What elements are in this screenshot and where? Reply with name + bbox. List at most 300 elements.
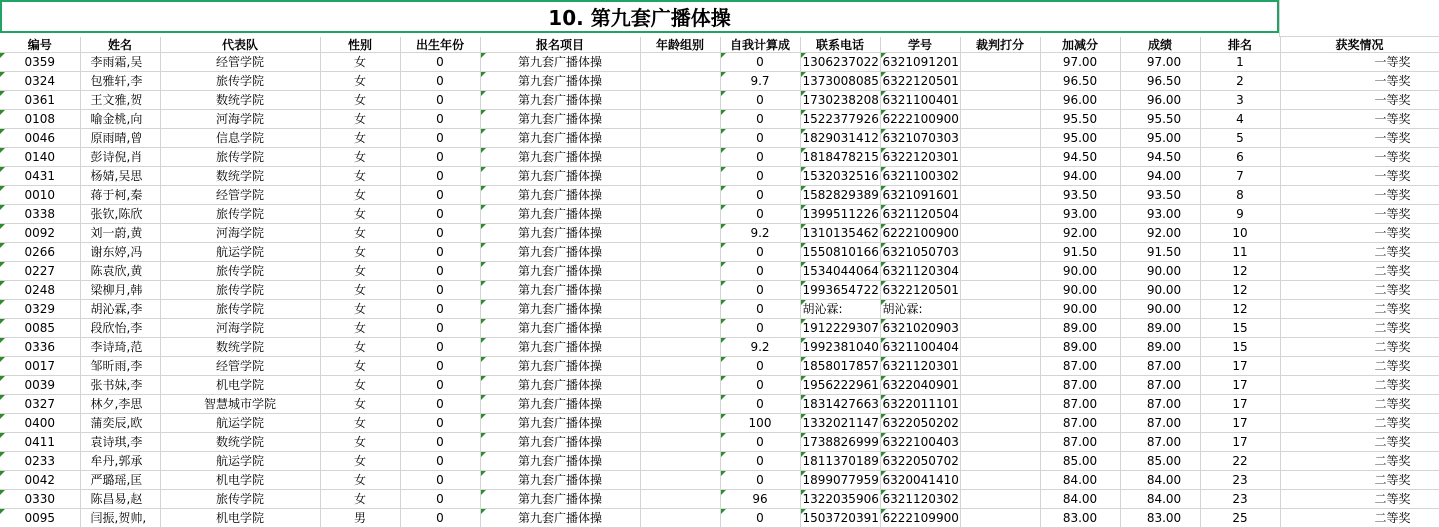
empty-cell[interactable] — [1279, 0, 1439, 37]
cell-rank[interactable]: 17 — [1200, 414, 1280, 433]
cell-event[interactable]: 第九套广播体操 — [480, 72, 640, 91]
cell-score[interactable]: 90.00 — [1120, 262, 1200, 281]
cell-gender[interactable]: 女 — [320, 452, 400, 471]
cell-score[interactable]: 96.00 — [1120, 91, 1200, 110]
cell-gender[interactable]: 女 — [320, 205, 400, 224]
cell-rank[interactable]: 12 — [1200, 262, 1280, 281]
cell-name[interactable]: 闫振,贺帅, — [80, 509, 160, 528]
cell-gender[interactable]: 女 — [320, 300, 400, 319]
cell-birth-year[interactable]: 0 — [400, 148, 480, 167]
cell-score[interactable]: 87.00 — [1120, 376, 1200, 395]
cell-phone[interactable]: 1993654722 — [800, 281, 880, 300]
cell-score[interactable]: 91.50 — [1120, 243, 1200, 262]
cell-phone[interactable]: 1373008085 — [800, 72, 880, 91]
cell-judge-score[interactable] — [960, 262, 1040, 281]
cell-rank[interactable]: 8 — [1200, 186, 1280, 205]
cell-team[interactable]: 旅传学院 — [160, 262, 320, 281]
cell-judge-score[interactable] — [960, 167, 1040, 186]
cell-birth-year[interactable]: 0 — [400, 414, 480, 433]
cell-award[interactable]: 一等奖 — [1280, 167, 1439, 186]
cell-award[interactable]: 二等奖 — [1280, 281, 1439, 300]
cell-award[interactable]: 二等奖 — [1280, 395, 1439, 414]
cell-birth-year[interactable]: 0 — [400, 376, 480, 395]
cell-rank[interactable]: 17 — [1200, 433, 1280, 452]
cell-event[interactable]: 第九套广播体操 — [480, 471, 640, 490]
cell-age-group[interactable] — [640, 224, 720, 243]
cell-self-score[interactable]: 0 — [720, 205, 800, 224]
cell-age-group[interactable] — [640, 167, 720, 186]
cell-student-id[interactable]: 6322120501 — [880, 72, 960, 91]
header-adjust-score[interactable]: 加减分 — [1040, 37, 1120, 53]
cell-score[interactable]: 89.00 — [1120, 338, 1200, 357]
cell-name[interactable]: 李雨霜,吴 — [80, 53, 160, 72]
cell-id[interactable]: 0266 — [0, 243, 80, 262]
cell-event[interactable]: 第九套广播体操 — [480, 91, 640, 110]
cell-team[interactable]: 旅传学院 — [160, 72, 320, 91]
cell-id[interactable]: 0233 — [0, 452, 80, 471]
cell-score[interactable]: 97.00 — [1120, 53, 1200, 72]
cell-student-id[interactable]: 6321070303 — [880, 129, 960, 148]
cell-age-group[interactable] — [640, 490, 720, 509]
cell-gender[interactable]: 女 — [320, 414, 400, 433]
cell-award[interactable]: 二等奖 — [1280, 490, 1439, 509]
cell-self-score[interactable]: 0 — [720, 357, 800, 376]
cell-event[interactable]: 第九套广播体操 — [480, 281, 640, 300]
cell-adjust-score[interactable]: 87.00 — [1040, 357, 1120, 376]
cell-age-group[interactable] — [640, 262, 720, 281]
cell-score[interactable]: 85.00 — [1120, 452, 1200, 471]
cell-id[interactable]: 0092 — [0, 224, 80, 243]
cell-student-id[interactable]: 6321091601 — [880, 186, 960, 205]
cell-age-group[interactable] — [640, 129, 720, 148]
cell-team[interactable]: 旅传学院 — [160, 490, 320, 509]
cell-student-id[interactable]: 6322050202 — [880, 414, 960, 433]
cell-birth-year[interactable]: 0 — [400, 357, 480, 376]
cell-judge-score[interactable] — [960, 376, 1040, 395]
cell-gender[interactable]: 女 — [320, 224, 400, 243]
cell-adjust-score[interactable]: 85.00 — [1040, 452, 1120, 471]
cell-event[interactable]: 第九套广播体操 — [480, 167, 640, 186]
cell-id[interactable]: 0361 — [0, 91, 80, 110]
cell-event[interactable]: 第九套广播体操 — [480, 376, 640, 395]
cell-self-score[interactable]: 9.2 — [720, 338, 800, 357]
cell-birth-year[interactable]: 0 — [400, 281, 480, 300]
cell-event[interactable]: 第九套广播体操 — [480, 414, 640, 433]
header-gender[interactable]: 性别 — [320, 37, 400, 53]
cell-adjust-score[interactable]: 94.00 — [1040, 167, 1120, 186]
cell-phone[interactable]: 1310135462 — [800, 224, 880, 243]
cell-name[interactable]: 张书妹,李 — [80, 376, 160, 395]
cell-gender[interactable]: 女 — [320, 357, 400, 376]
cell-judge-score[interactable] — [960, 148, 1040, 167]
cell-adjust-score[interactable]: 90.00 — [1040, 300, 1120, 319]
cell-id[interactable]: 0227 — [0, 262, 80, 281]
cell-award[interactable]: 二等奖 — [1280, 433, 1439, 452]
cell-gender[interactable]: 女 — [320, 490, 400, 509]
cell-id[interactable]: 0330 — [0, 490, 80, 509]
cell-phone[interactable]: 1899077959 — [800, 471, 880, 490]
cell-self-score[interactable]: 0 — [720, 281, 800, 300]
cell-name[interactable]: 袁诗琪,李 — [80, 433, 160, 452]
cell-student-id[interactable]: 6321091201 — [880, 53, 960, 72]
cell-id[interactable]: 0042 — [0, 471, 80, 490]
cell-phone[interactable]: 1829031412 — [800, 129, 880, 148]
cell-score[interactable]: 95.50 — [1120, 110, 1200, 129]
cell-judge-score[interactable] — [960, 224, 1040, 243]
cell-rank[interactable]: 9 — [1200, 205, 1280, 224]
cell-adjust-score[interactable]: 87.00 — [1040, 433, 1120, 452]
cell-event[interactable]: 第九套广播体操 — [480, 433, 640, 452]
cell-team[interactable]: 旅传学院 — [160, 300, 320, 319]
cell-rank[interactable]: 4 — [1200, 110, 1280, 129]
header-rank[interactable]: 排名 — [1200, 37, 1280, 53]
cell-id[interactable]: 0017 — [0, 357, 80, 376]
header-judge-score[interactable]: 裁判打分 — [960, 37, 1040, 53]
cell-event[interactable]: 第九套广播体操 — [480, 357, 640, 376]
cell-gender[interactable]: 女 — [320, 53, 400, 72]
cell-gender[interactable]: 女 — [320, 91, 400, 110]
cell-age-group[interactable] — [640, 148, 720, 167]
cell-award[interactable]: 二等奖 — [1280, 262, 1439, 281]
cell-self-score[interactable]: 9.7 — [720, 72, 800, 91]
cell-adjust-score[interactable]: 96.00 — [1040, 91, 1120, 110]
cell-score[interactable]: 87.00 — [1120, 414, 1200, 433]
cell-gender[interactable]: 女 — [320, 129, 400, 148]
cell-birth-year[interactable]: 0 — [400, 129, 480, 148]
cell-judge-score[interactable] — [960, 91, 1040, 110]
cell-rank[interactable]: 2 — [1200, 72, 1280, 91]
cell-id[interactable]: 0085 — [0, 319, 80, 338]
cell-score[interactable]: 94.00 — [1120, 167, 1200, 186]
cell-rank[interactable]: 5 — [1200, 129, 1280, 148]
cell-self-score[interactable]: 0 — [720, 509, 800, 528]
cell-award[interactable]: 一等奖 — [1280, 110, 1439, 129]
cell-rank[interactable]: 1 — [1200, 53, 1280, 72]
cell-student-id[interactable]: 6322100403 — [880, 433, 960, 452]
cell-age-group[interactable] — [640, 243, 720, 262]
cell-birth-year[interactable]: 0 — [400, 262, 480, 281]
cell-adjust-score[interactable]: 90.00 — [1040, 281, 1120, 300]
cell-award[interactable]: 一等奖 — [1280, 205, 1439, 224]
header-birth-year[interactable]: 出生年份 — [400, 37, 480, 53]
cell-id[interactable]: 0108 — [0, 110, 80, 129]
header-name[interactable]: 姓名 — [80, 37, 160, 53]
cell-id[interactable]: 0248 — [0, 281, 80, 300]
cell-score[interactable]: 84.00 — [1120, 490, 1200, 509]
cell-age-group[interactable] — [640, 110, 720, 129]
cell-award[interactable]: 二等奖 — [1280, 243, 1439, 262]
cell-self-score[interactable]: 0 — [720, 433, 800, 452]
cell-phone[interactable]: 胡沁霖: — [800, 300, 880, 319]
cell-phone[interactable]: 1858017857 — [800, 357, 880, 376]
cell-award[interactable]: 一等奖 — [1280, 53, 1439, 72]
cell-student-id[interactable]: 6322120501 — [880, 281, 960, 300]
cell-self-score[interactable]: 0 — [720, 319, 800, 338]
cell-gender[interactable]: 男 — [320, 509, 400, 528]
cell-student-id[interactable]: 6320041410 — [880, 471, 960, 490]
cell-gender[interactable]: 女 — [320, 376, 400, 395]
cell-gender[interactable]: 女 — [320, 243, 400, 262]
cell-rank[interactable]: 12 — [1200, 281, 1280, 300]
header-score[interactable]: 成绩 — [1120, 37, 1200, 53]
cell-judge-score[interactable] — [960, 395, 1040, 414]
cell-judge-score[interactable] — [960, 129, 1040, 148]
cell-event[interactable]: 第九套广播体操 — [480, 129, 640, 148]
sheet-title-cell[interactable] — [0, 0, 1279, 33]
cell-id[interactable]: 0400 — [0, 414, 80, 433]
cell-judge-score[interactable] — [960, 338, 1040, 357]
cell-rank[interactable]: 7 — [1200, 167, 1280, 186]
cell-adjust-score[interactable]: 97.00 — [1040, 53, 1120, 72]
cell-phone[interactable]: 1956222961 — [800, 376, 880, 395]
cell-gender[interactable]: 女 — [320, 262, 400, 281]
cell-phone[interactable]: 1831427663 — [800, 395, 880, 414]
cell-team[interactable]: 数统学院 — [160, 433, 320, 452]
cell-event[interactable]: 第九套广播体操 — [480, 509, 640, 528]
cell-name[interactable]: 刘一蔚,黄 — [80, 224, 160, 243]
cell-self-score[interactable]: 0 — [720, 262, 800, 281]
cell-phone[interactable]: 1730238208 — [800, 91, 880, 110]
cell-team[interactable]: 航运学院 — [160, 452, 320, 471]
cell-adjust-score[interactable]: 89.00 — [1040, 338, 1120, 357]
cell-student-id[interactable]: 6321120302 — [880, 490, 960, 509]
cell-age-group[interactable] — [640, 509, 720, 528]
cell-student-id[interactable]: 6321100302 — [880, 167, 960, 186]
cell-event[interactable]: 第九套广播体操 — [480, 300, 640, 319]
header-award[interactable]: 获奖情况 — [1280, 37, 1439, 53]
cell-phone[interactable]: 1399511226 — [800, 205, 880, 224]
cell-birth-year[interactable]: 0 — [400, 186, 480, 205]
cell-team[interactable]: 旅传学院 — [160, 148, 320, 167]
cell-judge-score[interactable] — [960, 186, 1040, 205]
cell-age-group[interactable] — [640, 357, 720, 376]
cell-event[interactable]: 第九套广播体操 — [480, 395, 640, 414]
cell-event[interactable]: 第九套广播体操 — [480, 148, 640, 167]
cell-award[interactable]: 二等奖 — [1280, 319, 1439, 338]
cell-student-id[interactable]: 6321120304 — [880, 262, 960, 281]
cell-age-group[interactable] — [640, 53, 720, 72]
cell-phone[interactable]: 1738826999 — [800, 433, 880, 452]
cell-student-id[interactable]: 胡沁霖: — [880, 300, 960, 319]
cell-adjust-score[interactable]: 87.00 — [1040, 414, 1120, 433]
cell-birth-year[interactable]: 0 — [400, 300, 480, 319]
cell-self-score[interactable]: 0 — [720, 471, 800, 490]
cell-id[interactable]: 0431 — [0, 167, 80, 186]
cell-birth-year[interactable]: 0 — [400, 72, 480, 91]
cell-self-score[interactable]: 0 — [720, 91, 800, 110]
cell-adjust-score[interactable]: 87.00 — [1040, 376, 1120, 395]
cell-rank[interactable]: 25 — [1200, 509, 1280, 528]
cell-id[interactable]: 0411 — [0, 433, 80, 452]
cell-name[interactable]: 张钦,陈欣 — [80, 205, 160, 224]
header-student-id[interactable]: 学号 — [880, 37, 960, 53]
cell-judge-score[interactable] — [960, 414, 1040, 433]
cell-birth-year[interactable]: 0 — [400, 395, 480, 414]
cell-age-group[interactable] — [640, 471, 720, 490]
cell-age-group[interactable] — [640, 433, 720, 452]
cell-name[interactable]: 陈袁欣,黄 — [80, 262, 160, 281]
header-team[interactable]: 代表队 — [160, 37, 320, 53]
cell-student-id[interactable]: 6222109900 — [880, 509, 960, 528]
cell-birth-year[interactable]: 0 — [400, 338, 480, 357]
cell-phone[interactable]: 1582829389 — [800, 186, 880, 205]
cell-judge-score[interactable] — [960, 72, 1040, 91]
cell-adjust-score[interactable]: 96.50 — [1040, 72, 1120, 91]
cell-name[interactable]: 牟丹,郭承 — [80, 452, 160, 471]
cell-student-id[interactable]: 6321120301 — [880, 357, 960, 376]
cell-score[interactable]: 89.00 — [1120, 319, 1200, 338]
cell-score[interactable]: 83.00 — [1120, 509, 1200, 528]
cell-student-id[interactable]: 6322040901 — [880, 376, 960, 395]
cell-phone[interactable]: 1818478215 — [800, 148, 880, 167]
cell-name[interactable]: 谢东婷,冯 — [80, 243, 160, 262]
cell-judge-score[interactable] — [960, 452, 1040, 471]
cell-rank[interactable]: 23 — [1200, 490, 1280, 509]
cell-score[interactable]: 92.00 — [1120, 224, 1200, 243]
cell-award[interactable]: 二等奖 — [1280, 471, 1439, 490]
cell-self-score[interactable]: 0 — [720, 186, 800, 205]
cell-age-group[interactable] — [640, 414, 720, 433]
cell-student-id[interactable]: 6322011101 — [880, 395, 960, 414]
cell-adjust-score[interactable]: 94.50 — [1040, 148, 1120, 167]
cell-award[interactable]: 一等奖 — [1280, 148, 1439, 167]
cell-score[interactable]: 87.00 — [1120, 357, 1200, 376]
cell-rank[interactable]: 3 — [1200, 91, 1280, 110]
cell-phone[interactable]: 1332021147 — [800, 414, 880, 433]
cell-phone[interactable]: 1992381040 — [800, 338, 880, 357]
cell-id[interactable]: 0010 — [0, 186, 80, 205]
cell-birth-year[interactable]: 0 — [400, 224, 480, 243]
cell-event[interactable]: 第九套广播体操 — [480, 110, 640, 129]
cell-rank[interactable]: 17 — [1200, 376, 1280, 395]
cell-age-group[interactable] — [640, 91, 720, 110]
cell-award[interactable]: 一等奖 — [1280, 186, 1439, 205]
cell-self-score[interactable]: 0 — [720, 452, 800, 471]
cell-team[interactable]: 河海学院 — [160, 319, 320, 338]
cell-age-group[interactable] — [640, 205, 720, 224]
cell-gender[interactable]: 女 — [320, 167, 400, 186]
cell-award[interactable]: 二等奖 — [1280, 357, 1439, 376]
cell-team[interactable]: 机电学院 — [160, 376, 320, 395]
cell-score[interactable]: 90.00 — [1120, 300, 1200, 319]
cell-event[interactable]: 第九套广播体操 — [480, 53, 640, 72]
cell-score[interactable]: 95.00 — [1120, 129, 1200, 148]
cell-event[interactable]: 第九套广播体操 — [480, 205, 640, 224]
cell-score[interactable]: 93.00 — [1120, 205, 1200, 224]
cell-name[interactable]: 段欣怡,李 — [80, 319, 160, 338]
cell-judge-score[interactable] — [960, 357, 1040, 376]
cell-event[interactable]: 第九套广播体操 — [480, 319, 640, 338]
cell-adjust-score[interactable]: 89.00 — [1040, 319, 1120, 338]
cell-birth-year[interactable]: 0 — [400, 167, 480, 186]
cell-birth-year[interactable]: 0 — [400, 205, 480, 224]
cell-team[interactable]: 数统学院 — [160, 91, 320, 110]
cell-birth-year[interactable]: 0 — [400, 243, 480, 262]
cell-team[interactable]: 航运学院 — [160, 414, 320, 433]
cell-judge-score[interactable] — [960, 281, 1040, 300]
cell-student-id[interactable]: 6322120301 — [880, 148, 960, 167]
cell-name[interactable]: 邹昕雨,李 — [80, 357, 160, 376]
cell-self-score[interactable]: 0 — [720, 129, 800, 148]
cell-id[interactable]: 0039 — [0, 376, 80, 395]
cell-self-score[interactable]: 9.2 — [720, 224, 800, 243]
cell-team[interactable]: 旅传学院 — [160, 281, 320, 300]
cell-gender[interactable]: 女 — [320, 110, 400, 129]
cell-rank[interactable]: 10 — [1200, 224, 1280, 243]
cell-award[interactable]: 一等奖 — [1280, 91, 1439, 110]
cell-gender[interactable]: 女 — [320, 433, 400, 452]
cell-adjust-score[interactable]: 90.00 — [1040, 262, 1120, 281]
cell-name[interactable]: 王文雅,贺 — [80, 91, 160, 110]
cell-gender[interactable]: 女 — [320, 186, 400, 205]
cell-event[interactable]: 第九套广播体操 — [480, 262, 640, 281]
cell-age-group[interactable] — [640, 338, 720, 357]
cell-phone[interactable]: 1522377926 — [800, 110, 880, 129]
cell-age-group[interactable] — [640, 395, 720, 414]
cell-team[interactable]: 经管学院 — [160, 186, 320, 205]
cell-judge-score[interactable] — [960, 110, 1040, 129]
cell-event[interactable]: 第九套广播体操 — [480, 338, 640, 357]
cell-adjust-score[interactable]: 87.00 — [1040, 395, 1120, 414]
cell-self-score[interactable]: 0 — [720, 110, 800, 129]
cell-score[interactable]: 94.50 — [1120, 148, 1200, 167]
cell-phone[interactable]: 1534044064 — [800, 262, 880, 281]
cell-adjust-score[interactable]: 84.00 — [1040, 490, 1120, 509]
cell-adjust-score[interactable]: 95.00 — [1040, 129, 1120, 148]
cell-award[interactable]: 一等奖 — [1280, 224, 1439, 243]
cell-team[interactable]: 机电学院 — [160, 471, 320, 490]
cell-adjust-score[interactable]: 84.00 — [1040, 471, 1120, 490]
cell-birth-year[interactable]: 0 — [400, 471, 480, 490]
cell-team[interactable]: 经管学院 — [160, 53, 320, 72]
cell-birth-year[interactable]: 0 — [400, 452, 480, 471]
cell-rank[interactable]: 15 — [1200, 319, 1280, 338]
cell-name[interactable]: 喻金桃,向 — [80, 110, 160, 129]
cell-student-id[interactable]: 6321120504 — [880, 205, 960, 224]
cell-rank[interactable]: 6 — [1200, 148, 1280, 167]
cell-judge-score[interactable] — [960, 471, 1040, 490]
cell-student-id[interactable]: 6321050703 — [880, 243, 960, 262]
cell-adjust-score[interactable]: 93.00 — [1040, 205, 1120, 224]
cell-name[interactable]: 蒲奕辰,欧 — [80, 414, 160, 433]
cell-phone[interactable]: 1811370189 — [800, 452, 880, 471]
cell-id[interactable]: 0359 — [0, 53, 80, 72]
cell-name[interactable]: 胡沁霖,李 — [80, 300, 160, 319]
header-id[interactable]: 编号 — [0, 37, 80, 53]
cell-team[interactable]: 河海学院 — [160, 224, 320, 243]
cell-student-id[interactable]: 6322050702 — [880, 452, 960, 471]
cell-score[interactable]: 84.00 — [1120, 471, 1200, 490]
cell-rank[interactable]: 17 — [1200, 395, 1280, 414]
cell-self-score[interactable]: 0 — [720, 243, 800, 262]
cell-student-id[interactable]: 6222100900 — [880, 110, 960, 129]
cell-age-group[interactable] — [640, 72, 720, 91]
cell-award[interactable]: 二等奖 — [1280, 338, 1439, 357]
cell-score[interactable]: 93.50 — [1120, 186, 1200, 205]
cell-phone[interactable]: 1532032516 — [800, 167, 880, 186]
cell-id[interactable]: 0329 — [0, 300, 80, 319]
header-self-score[interactable]: 自我计算成 — [720, 37, 800, 53]
cell-score[interactable]: 87.00 — [1120, 395, 1200, 414]
cell-student-id[interactable]: 6321100404 — [880, 338, 960, 357]
cell-self-score[interactable]: 0 — [720, 148, 800, 167]
cell-gender[interactable]: 女 — [320, 148, 400, 167]
cell-adjust-score[interactable]: 83.00 — [1040, 509, 1120, 528]
cell-phone[interactable]: 1306237022 — [800, 53, 880, 72]
cell-award[interactable]: 一等奖 — [1280, 72, 1439, 91]
cell-age-group[interactable] — [640, 319, 720, 338]
cell-birth-year[interactable]: 0 — [400, 433, 480, 452]
